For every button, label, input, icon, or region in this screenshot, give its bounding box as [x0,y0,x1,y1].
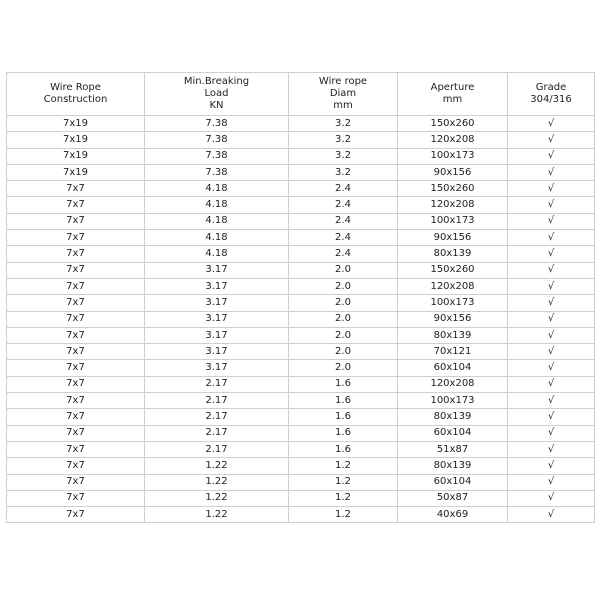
cell-aperture: 150x260 [398,262,508,278]
spec-table-container [6,72,594,523]
cell-breaking-load: 4.18 [145,181,289,197]
cell-diameter: 1.2 [289,490,398,506]
header-diameter-line: Wire rope [318,76,368,87]
cell-breaking-load: 2.17 [145,425,289,441]
cell-grade-check: √ [508,181,595,197]
cell-grade-check: √ [508,507,595,523]
header-diameter-line: mm [333,100,353,111]
cell-grade-check: √ [508,425,595,441]
cell-grade-check: √ [508,458,595,474]
cell-diameter: 2.0 [289,262,398,278]
header-breaking-load [145,73,289,116]
cell-construction: 7x7 [7,311,145,327]
cell-breaking-load: 3.17 [145,360,289,376]
cell-construction: 7x7 [7,197,145,213]
header-grade-line: 304/316 [530,94,572,105]
header-construction-line: Wire Rope [50,82,101,93]
cell-diameter: 2.4 [289,181,398,197]
table-row [7,344,595,360]
cell-diameter: 2.0 [289,295,398,311]
cell-construction: 7x7 [7,458,145,474]
table-row [7,409,595,425]
cell-breaking-load: 7.38 [145,132,289,148]
cell-construction: 7x7 [7,246,145,262]
cell-grade-check: √ [508,246,595,262]
table-row [7,116,595,132]
cell-breaking-load: 3.17 [145,311,289,327]
cell-grade-check: √ [508,148,595,164]
cell-diameter: 1.2 [289,474,398,490]
cell-construction: 7x19 [7,116,145,132]
cell-aperture: 100x173 [398,148,508,164]
cell-grade-check: √ [508,409,595,425]
cell-breaking-load: 4.18 [145,213,289,229]
cell-diameter: 2.0 [289,344,398,360]
cell-construction: 7x7 [7,507,145,523]
header-breaking-load-line: Load [204,88,229,99]
cell-grade-check: √ [508,474,595,490]
cell-breaking-load: 2.17 [145,393,289,409]
cell-construction: 7x7 [7,360,145,376]
cell-aperture: 40x69 [398,507,508,523]
cell-breaking-load: 1.22 [145,507,289,523]
table-row [7,393,595,409]
table-row [7,507,595,523]
cell-aperture: 120x208 [398,278,508,294]
cell-breaking-load: 7.38 [145,164,289,180]
table-row [7,490,595,506]
cell-grade-check: √ [508,311,595,327]
cell-grade-check: √ [508,197,595,213]
header-breaking-load-line: KN [209,100,224,111]
cell-construction: 7x7 [7,409,145,425]
cell-breaking-load: 1.22 [145,490,289,506]
cell-grade-check: √ [508,393,595,409]
cell-breaking-load: 1.22 [145,474,289,490]
cell-diameter: 2.0 [289,327,398,343]
cell-grade-check: √ [508,213,595,229]
cell-aperture: 80x139 [398,409,508,425]
cell-breaking-load: 7.38 [145,148,289,164]
cell-aperture: 70x121 [398,344,508,360]
cell-construction: 7x7 [7,393,145,409]
cell-grade-check: √ [508,327,595,343]
table-row [7,197,595,213]
cell-aperture: 150x260 [398,181,508,197]
cell-diameter: 2.0 [289,360,398,376]
cell-grade-check: √ [508,164,595,180]
header-aperture-line: Aperture [430,82,475,93]
cell-construction: 7x7 [7,474,145,490]
cell-construction: 7x7 [7,278,145,294]
cell-grade-check: √ [508,116,595,132]
cell-diameter: 1.6 [289,376,398,392]
header-grade [508,73,595,116]
table-row [7,262,595,278]
cell-aperture: 120x208 [398,197,508,213]
table-row [7,376,595,392]
cell-construction: 7x7 [7,344,145,360]
cell-diameter: 3.2 [289,148,398,164]
cell-aperture: 100x173 [398,213,508,229]
header-diameter-line: Diam [329,88,357,99]
cell-construction: 7x19 [7,148,145,164]
cell-breaking-load: 3.17 [145,295,289,311]
cell-breaking-load: 4.18 [145,197,289,213]
table-row [7,164,595,180]
cell-grade-check: √ [508,441,595,457]
table-row [7,230,595,246]
wire-rope-spec-table [6,72,595,523]
cell-aperture: 90x156 [398,311,508,327]
cell-aperture: 51x87 [398,441,508,457]
table-header-row [7,73,595,116]
header-aperture [398,73,508,116]
cell-diameter: 3.2 [289,132,398,148]
cell-breaking-load: 3.17 [145,344,289,360]
cell-aperture: 150x260 [398,116,508,132]
table-row [7,441,595,457]
table-row [7,360,595,376]
cell-grade-check: √ [508,376,595,392]
cell-aperture: 120x208 [398,132,508,148]
cell-construction: 7x7 [7,425,145,441]
cell-diameter: 2.4 [289,213,398,229]
cell-grade-check: √ [508,230,595,246]
cell-grade-check: √ [508,344,595,360]
cell-construction: 7x7 [7,376,145,392]
cell-breaking-load: 4.18 [145,230,289,246]
cell-grade-check: √ [508,278,595,294]
table-row [7,474,595,490]
header-construction [7,73,145,116]
table-row [7,278,595,294]
table-row [7,425,595,441]
cell-breaking-load: 3.17 [145,327,289,343]
cell-breaking-load: 1.22 [145,458,289,474]
cell-diameter: 1.2 [289,458,398,474]
table-row [7,295,595,311]
table-row [7,181,595,197]
cell-construction: 7x7 [7,213,145,229]
header-breaking-load-line: Min.Breaking [183,76,250,87]
cell-construction: 7x7 [7,441,145,457]
cell-grade-check: √ [508,132,595,148]
table-row [7,458,595,474]
cell-construction: 7x7 [7,230,145,246]
cell-breaking-load: 2.17 [145,409,289,425]
cell-grade-check: √ [508,490,595,506]
table-row [7,148,595,164]
cell-diameter: 2.0 [289,278,398,294]
cell-construction: 7x7 [7,327,145,343]
cell-construction: 7x7 [7,181,145,197]
cell-aperture: 100x173 [398,393,508,409]
table-row [7,311,595,327]
cell-aperture: 80x139 [398,458,508,474]
cell-construction: 7x7 [7,490,145,506]
header-construction-line: Construction [43,94,108,105]
cell-aperture: 60x104 [398,425,508,441]
cell-diameter: 1.2 [289,507,398,523]
cell-aperture: 120x208 [398,376,508,392]
cell-diameter: 1.6 [289,393,398,409]
table-row [7,132,595,148]
cell-aperture: 80x139 [398,327,508,343]
table-row [7,327,595,343]
cell-breaking-load: 7.38 [145,116,289,132]
header-aperture-line: mm [442,94,463,105]
cell-aperture: 90x156 [398,164,508,180]
cell-diameter: 3.2 [289,164,398,180]
cell-breaking-load: 3.17 [145,262,289,278]
cell-diameter: 2.4 [289,230,398,246]
cell-aperture: 100x173 [398,295,508,311]
table-row [7,246,595,262]
cell-aperture: 50x87 [398,490,508,506]
cell-breaking-load: 3.17 [145,278,289,294]
cell-diameter: 2.4 [289,246,398,262]
cell-diameter: 1.6 [289,409,398,425]
cell-grade-check: √ [508,295,595,311]
cell-breaking-load: 2.17 [145,441,289,457]
cell-diameter: 2.4 [289,197,398,213]
cell-diameter: 3.2 [289,116,398,132]
cell-diameter: 2.0 [289,311,398,327]
cell-construction: 7x7 [7,295,145,311]
cell-grade-check: √ [508,262,595,278]
header-grade-line: Grade [535,82,567,93]
cell-aperture: 60x104 [398,474,508,490]
cell-aperture: 90x156 [398,230,508,246]
cell-grade-check: √ [508,360,595,376]
cell-breaking-load: 2.17 [145,376,289,392]
cell-diameter: 1.6 [289,425,398,441]
table-row [7,213,595,229]
cell-breaking-load: 4.18 [145,246,289,262]
cell-aperture: 80x139 [398,246,508,262]
cell-aperture: 60x104 [398,360,508,376]
cell-construction: 7x19 [7,132,145,148]
header-diameter [289,73,398,116]
cell-construction: 7x7 [7,262,145,278]
cell-construction: 7x19 [7,164,145,180]
cell-diameter: 1.6 [289,441,398,457]
